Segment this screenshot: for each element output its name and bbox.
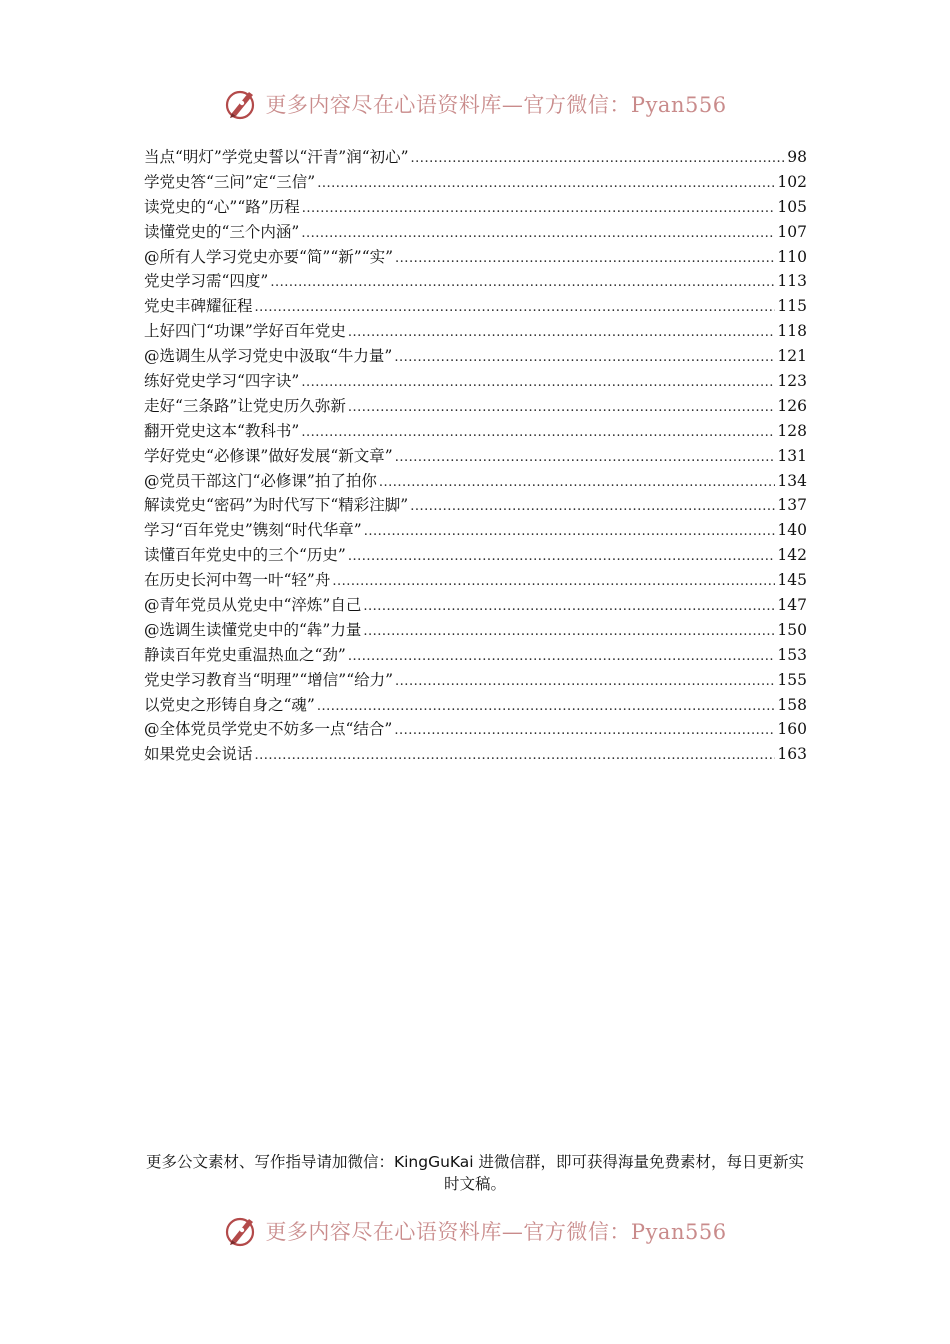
toc-dot-leader [332, 570, 775, 595]
toc-entry-page: 102 [777, 172, 807, 191]
toc-entry[interactable] [144, 369, 807, 394]
toc-entry[interactable] [144, 668, 807, 693]
toc-entry[interactable] [144, 419, 807, 444]
banner-text: 更多内容尽在心语资料库—官方微信：Pyan556 [265, 93, 727, 117]
toc-entry[interactable] [144, 543, 807, 568]
footer-banner [0, 1211, 950, 1251]
toc-entry-page: 123 [777, 372, 807, 391]
toc-entry-title: 党史学习教育当“明理”“增信”“给力” [144, 670, 394, 689]
toc-entry-page: 113 [777, 272, 807, 291]
toc-entry-title: 在历史长河中驾一叶“轻”舟 [144, 571, 331, 590]
toc-entry[interactable] [144, 145, 807, 170]
toc-entry[interactable] [144, 693, 807, 718]
toc-dot-leader [270, 271, 775, 296]
toc-entry[interactable] [144, 269, 807, 294]
toc-entry-page: 118 [777, 322, 807, 341]
toc-entry[interactable] [144, 493, 807, 518]
toc-entry-title: 学党史答“三问”定“三信” [144, 172, 316, 191]
toc-entry-page: 110 [777, 247, 807, 266]
toc-entry-page: 147 [777, 596, 807, 615]
toc-entry-title: @所有人学习党史亦要“简”“新”“实” [144, 247, 394, 266]
toc-dot-leader [348, 396, 776, 421]
toc-dot-leader [302, 197, 776, 222]
toc-entry[interactable] [144, 444, 807, 469]
toc-entry-title: 党史丰碑耀征程 [144, 297, 253, 316]
toc-entry[interactable] [144, 294, 807, 319]
toc-entry[interactable] [144, 319, 807, 344]
pen-circle-icon [223, 1213, 259, 1249]
toc-entry-page: 163 [777, 745, 807, 764]
toc-entry-page: 126 [777, 396, 807, 415]
toc-entry[interactable] [144, 643, 807, 668]
toc-entry-title: 学习“百年党史”镌刻“时代华章” [144, 521, 362, 540]
pen-circle-icon [223, 86, 259, 122]
toc-entry-title: 当点“明灯”学党史誓以“汗青”润“初心” [144, 148, 409, 166]
toc-entry-title: @青年党员从党史中“淬炼”自己 [144, 596, 362, 615]
table-of-contents [144, 145, 807, 767]
toc-entry[interactable] [144, 220, 807, 245]
toc-entry[interactable] [144, 170, 807, 195]
toc-entry-page: 137 [777, 496, 807, 515]
toc-dot-leader [301, 222, 775, 247]
toc-dot-leader [301, 421, 775, 446]
toc-entry-page: 134 [777, 471, 807, 490]
toc-dot-leader [410, 495, 775, 520]
toc-entry-page: 153 [777, 645, 807, 664]
toc-entry-page: 155 [777, 670, 807, 689]
toc-entry-page: 145 [777, 571, 807, 590]
toc-dot-leader [364, 520, 776, 545]
toc-dot-leader [317, 172, 775, 197]
toc-entry-page: 128 [777, 421, 807, 440]
toc-dot-leader [363, 620, 775, 645]
toc-entry[interactable] [144, 344, 807, 369]
toc-entry-page: 160 [777, 720, 807, 739]
toc-entry-title: 上好四门“功课”学好百年党史 [144, 322, 346, 341]
toc-entry-title: 读党史的“心”“路”历程 [144, 197, 300, 216]
footer-note: 更多公文素材、写作指导请加微信：KingGuKai 进微信群，即可获得海量免费素材，每日更新实时文稿。 [145, 1153, 805, 1193]
toc-entry[interactable] [144, 394, 807, 419]
toc-entry[interactable] [144, 618, 807, 643]
toc-entry-page: 150 [777, 620, 807, 639]
toc-entry-title: @全体党员学党史不妨多一点“结合” [144, 720, 393, 739]
toc-entry-page: 142 [777, 546, 807, 565]
toc-entry[interactable] [144, 717, 807, 742]
toc-entry-page: 98 [787, 148, 807, 166]
toc-dot-leader [395, 670, 775, 695]
toc-entry-title: 静读百年党史重温热血之“劲” [144, 645, 346, 664]
toc-dot-leader [363, 595, 775, 620]
toc-entry-page: 105 [777, 197, 807, 216]
toc-entry-title: 走好“三条路”让党史历久弥新 [144, 396, 346, 415]
toc-entry[interactable] [144, 742, 807, 767]
toc-entry-title: 解读党史“密码”为时代写下“精彩注脚” [144, 496, 409, 515]
toc-dot-leader [379, 471, 776, 496]
toc-entry[interactable] [144, 195, 807, 220]
toc-entry-title: @选调生从学习党史中汲取“牛力量” [144, 347, 393, 366]
toc-dot-leader [348, 545, 776, 570]
toc-entry-title: 如果党史会说话 [144, 745, 253, 764]
toc-entry-page: 107 [777, 222, 807, 241]
toc-dot-leader [301, 371, 775, 396]
toc-dot-leader [255, 296, 776, 321]
toc-dot-leader [394, 346, 775, 371]
toc-dot-leader [255, 744, 776, 769]
toc-entry-title: @选调生读懂党史中的“犇”力量 [144, 620, 362, 639]
toc-dot-leader [348, 321, 776, 346]
toc-entry[interactable] [144, 469, 807, 494]
toc-entry[interactable] [144, 518, 807, 543]
banner-text: 更多内容尽在心语资料库—官方微信：Pyan556 [265, 1220, 727, 1244]
toc-entry-title: 翻开党史这本“教科书” [144, 421, 300, 440]
toc-entry-title: 读懂党史的“三个内涵” [144, 222, 300, 241]
toc-entry-page: 158 [777, 695, 807, 714]
toc-entry[interactable] [144, 593, 807, 618]
header-banner [0, 84, 950, 124]
toc-entry-page: 131 [777, 446, 807, 465]
toc-dot-leader [395, 247, 775, 272]
toc-dot-leader [348, 645, 776, 670]
toc-dot-leader [411, 147, 786, 172]
toc-entry-page: 115 [777, 297, 807, 316]
toc-entry-page: 140 [777, 521, 807, 540]
toc-entry-title: 学好党史“必修课”做好发展“新文章” [144, 446, 393, 465]
toc-entry-title: 读懂百年党史中的三个“历史” [144, 546, 346, 565]
toc-entry-page: 121 [777, 347, 807, 366]
toc-entry-title: 练好党史学习“四字诀” [144, 372, 300, 391]
toc-entry-title: @党员干部这门“必修课”拍了拍你 [144, 471, 377, 490]
toc-dot-leader [395, 446, 776, 471]
toc-entry[interactable] [144, 245, 807, 270]
toc-dot-leader [317, 695, 776, 720]
toc-dot-leader [394, 719, 775, 744]
toc-entry-title: 以党史之形铸自身之“魂” [144, 695, 315, 714]
toc-entry-title: 党史学习需“四度” [144, 272, 269, 291]
toc-entry[interactable] [144, 568, 807, 593]
